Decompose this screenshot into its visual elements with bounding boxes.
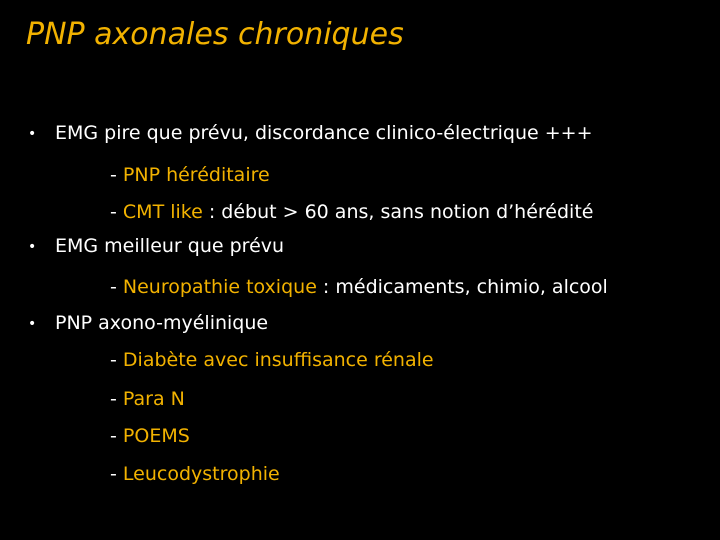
list-item: EMG meilleur que prévu (55, 235, 285, 257)
list-item: PNP axono-myélinique (55, 312, 269, 334)
dash-marker: - (110, 349, 123, 371)
list-item: EMG pire que prévu, discordance clinico-électrique +++ (55, 122, 593, 144)
highlight-text: Leucodystrophie (122, 463, 280, 485)
sub-list-item (110, 351, 434, 370)
sub-list-item (110, 278, 608, 297)
highlight-text: Diabète avec insuffisance rénale (122, 349, 434, 371)
dash-marker: - (110, 276, 123, 298)
highlight-text: POEMS (122, 425, 190, 447)
sub-list-item (110, 390, 185, 409)
dash-marker: - (110, 463, 123, 485)
bullet-icon: • (28, 239, 37, 255)
highlight-text: PNP héréditaire (122, 164, 270, 186)
dash-marker: - (110, 164, 123, 186)
sub-list-item (110, 465, 280, 484)
detail-text: : médicaments, chimio, alcool (316, 276, 608, 298)
dash-marker: - (110, 388, 123, 410)
sub-list-item (110, 166, 270, 185)
dash-marker: - (110, 201, 123, 223)
sub-list-item (110, 427, 190, 446)
sub-list-item (110, 203, 593, 222)
highlight-text: Para N (122, 388, 185, 410)
dash-marker: - (110, 425, 123, 447)
bullet-icon: • (28, 126, 37, 142)
bullet-icon: • (28, 316, 37, 332)
highlight-text: Neuropathie toxique (122, 276, 317, 298)
detail-text: : début > 60 ans, sans notion d’hérédité (202, 201, 594, 223)
highlight-text: CMT like (122, 201, 203, 223)
slide-title: PNP axonales chroniques (26, 17, 404, 52)
